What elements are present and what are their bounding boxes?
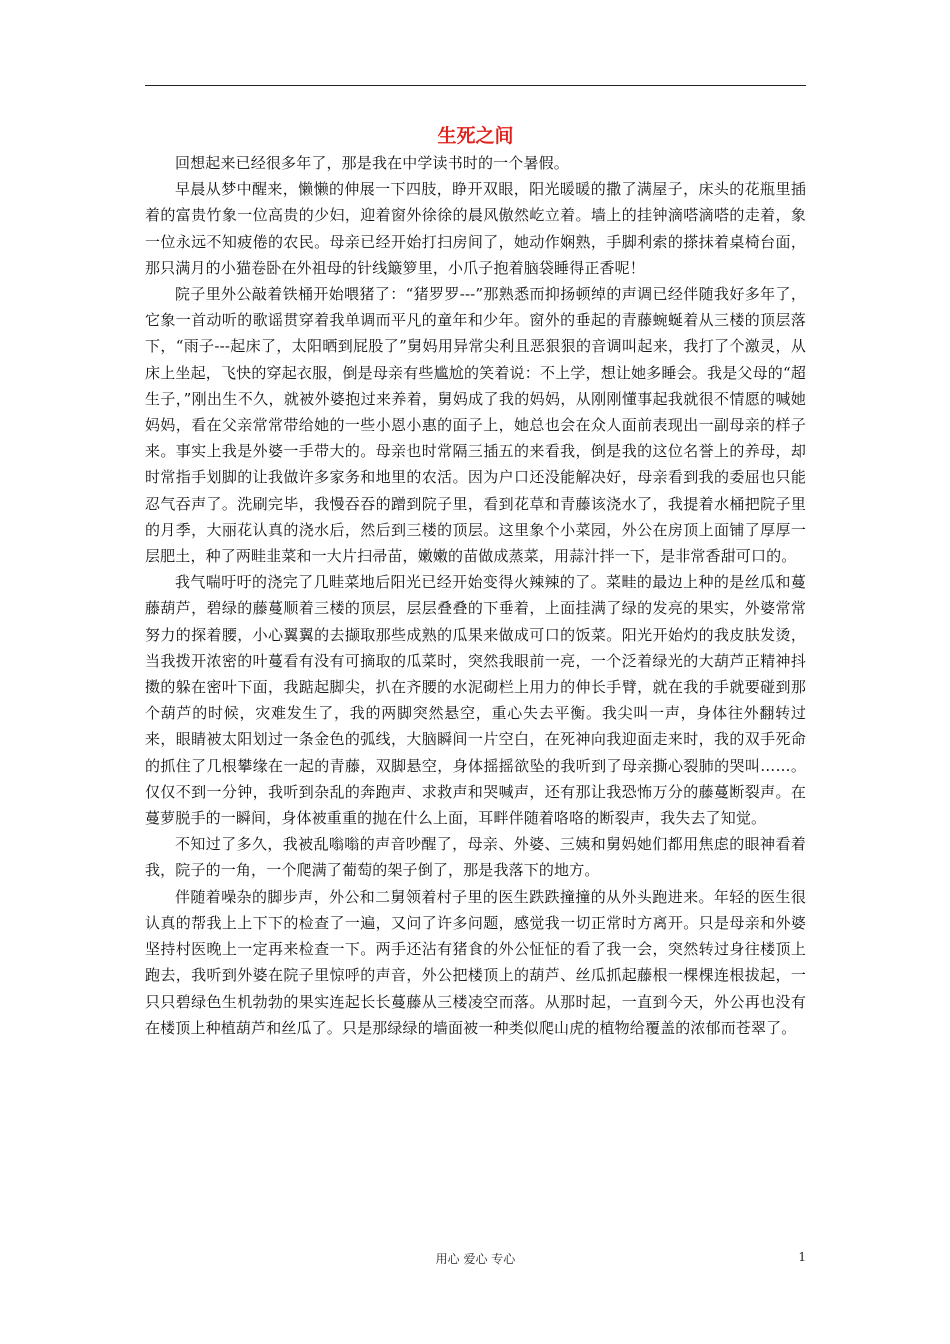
- page-footer: [145, 1250, 806, 1270]
- article-body: [145, 150, 806, 1041]
- page-title: 生死之间: [437, 125, 514, 147]
- paragraph-1: 回想起来已经很多年了，那是我在中学读书时的一个暑假。: [175, 154, 569, 172]
- paragraph-3: 院子里外公敲着铁桶开始喂猪了：“猪罗罗---”那熟悉而抑扬顿绰的声调已经伴随我好多年了，它象一首动听的歌谣贯穿着我单调而平凡的童年和少年。窗外的垂起的青藤蜿蜒着从三楼的顶层落下，“雨子---起床了，太阳晒到屁股了”舅妈用异常尖利且恶狠狠的音调叫起来，我打了个激灵，从床上坐起，飞快的穿起衣服，倒是母亲有些尴尬的笑着说：不上学，想让她多睡会。我是父母的“超生子，”刚出生不久，就被外婆抱过来养着，舅妈成了我的妈妈，从刚刚懂事起我就很不情愿的喊她妈妈，看在父亲常常带给她的一些小恩小惠的面子上，她总也会在众人面前表现出一副母亲的样子来。事实上我是外婆一手带大的。母亲也时常隔三插五的来看我，倒是我的这位名誉上的养母，却时常指手划脚的让我做许多家务和地里的农活。因为户口还没能解决好，母亲看到我的委屈也只能忍气吞声了。洗刷完毕，我慢吞吞的蹭到院子里，看到花草和青藤该浇水了，我提着水桶把院子里的月季，大丽花认真的浇水后，然后到三楼的顶层。这里象个小菜园，外公在房顶上面铺了厚厚一层肥土，种了两畦韭菜和一大片扫帚苗，嫩嫩的苗做成蒸菜，用蒜汁拌一下，是非常香甜可口的。: [145, 285, 806, 566]
- paragraph-4: 我气喘吁吁的浇完了几畦菜地后阳光已经开始变得火辣辣的了。菜畦的最边上种的是丝瓜和蔓藤葫芦，碧绿的藤蔓顺着三楼的顶层，层层叠叠的下垂着，上面挂满了绿的发亮的果实，外婆常常努力的探着腰，小心翼翼的去撷取那些成熟的瓜果来做成可口的饭菜。阳光开始灼的我皮肤发烫，当我拨开浓密的叶蔓看有没有可摘取的瓜菜时，突然我眼前一亮，一个泛着绿光的大葫芦正精神抖擞的躲在密叶下面，我踮起脚尖，扒在齐腰的水泥砌栏上用力的伸长手臂，就在我的手就要碰到那个葫芦的时候，灾难发生了，我的两脚突然悬空，重心失去平衡。我尖叫一声，身体往外翻转过来，眼睛被太阳划过一条金色的弧线，大脑瞬间一片空白，在死神向我迎面走来时，我的双手死命的抓住了几根攀缘在一起的青藤，双脚悬空，身体摇摇欲坠的我听到了母亲撕心裂肺的哭叫……。仅仅不到一分钟，我听到杂乱的奔跑声、求救声和哭喊声，还有那让我恐怖万分的藤蔓断裂声。在蔓萝脱手的一瞬间，身体被重重的抛在什么上面，耳畔伴随着咯咯的断裂声，我失去了知觉。: [145, 573, 806, 828]
- footer-motto: 用心 爱心 专心: [435, 1252, 516, 1266]
- paragraph-5: 不知过了多久，我被乱嗡嗡的声音吵醒了，母亲、外婆、三姨和舅妈她们都用焦虑的眼神看着我，院子的一角，一个爬满了葡萄的架子倒了，那是我落下的地方。: [145, 835, 806, 880]
- paragraph-6: 伴随着噪杂的脚步声，外公和二舅领着村子里的医生跌跌撞撞的从外头跑进来。年轻的医生很认真的帮我上上下下的检查了一遍，又问了许多问题，感觉我一切正常时方离开。只是母亲和外婆坚持村医晚上一定再来检查一下。两手还沾有猪食的外公怔怔的看了我一会，突然转过身往楼顶上跑去，我听到外婆在院子里惊呼的声音，外公把楼顶上的葫芦、丝瓜抓起藤根一棵棵连根拔起，一只只碧绿色生机勃勃的果实连起长长蔓藤从三楼凌空而落。从那时起，一直到今天，外公再也没有在楼顶上种植葫芦和丝瓜了。只是那绿绿的墙面被一种类似爬山虎的植物给覆盖的浓郁而苍翠了。: [145, 887, 806, 1037]
- paragraph-2: 早晨从梦中醒来，懒懒的伸展一下四肢，睁开双眼，阳光暖暖的撒了满屋子，床头的花瓶里插着的富贵竹象一位高贵的少妇，迎着窗外徐徐的晨风傲然屹立着。墙上的挂钟滴嗒滴嗒的走着，象一位永远不知疲倦的农民。母亲已经开始打扫房间了，她动作娴熟，手脚利索的搽抹着桌椅台面，那只满月的小猫卷卧在外祖母的针线簸箩里，小爪子抱着脑袋睡得正香呢！: [145, 180, 806, 277]
- page-number: 1: [798, 1250, 806, 1264]
- header-rule: [145, 85, 806, 86]
